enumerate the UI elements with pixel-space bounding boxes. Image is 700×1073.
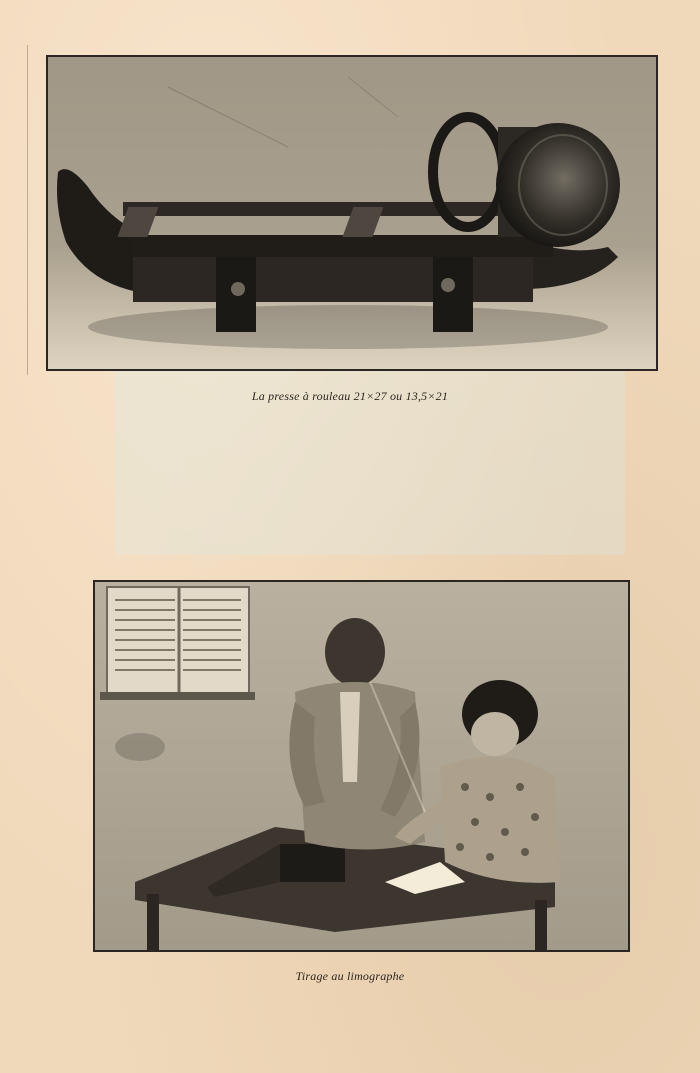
margin-rule (27, 45, 28, 375)
limograph-printing-photo (93, 580, 630, 952)
roller-press-photo (46, 55, 658, 371)
figure-caption-roller-press: La presse à rouleau 21×27 ou 13,5×21 (251, 389, 449, 403)
figure-caption-limograph: Tirage au limographe (295, 969, 405, 983)
